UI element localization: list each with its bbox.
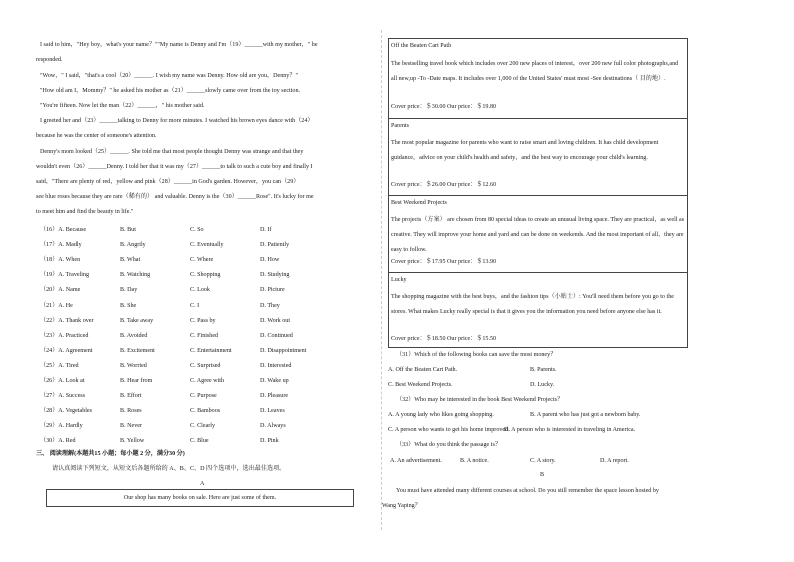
- cloze-option-d: D. Wake up: [260, 378, 289, 384]
- q32-option-a: A. A young lady who likes going shopping.: [388, 412, 494, 418]
- cloze-option-d: D. Patiently: [260, 242, 290, 249]
- cloze-option-d: D. Disappointment: [260, 347, 307, 354]
- cloze-option-d: D. How: [260, 257, 280, 264]
- cloze-option-b: B. Avoided: [120, 332, 148, 339]
- question-31: （31）Which of the following books can save the most money？: [396, 352, 557, 358]
- cloze-option-b: B. What: [120, 257, 141, 264]
- cloze-option-a: （25）A. Tired: [40, 362, 79, 369]
- cloze-option-d: D. Interested: [260, 362, 292, 369]
- book-title: Best Weekend Projects: [391, 200, 447, 206]
- passage-b-line: Wang Yaping？: [382, 503, 421, 509]
- cloze-option-c: C. Shopping: [190, 272, 221, 279]
- passage-line: wouldn't even（26）______Denny. I told her that it was my（27）______to talk to such a cute boy and finally I: [36, 164, 313, 170]
- cloze-option-a: （29）A. Hardly: [40, 423, 83, 430]
- passage-line: "How old am I，Mommy？" he asked his mother as（21）______slowly came over from the toy section.: [40, 88, 301, 94]
- book-title: Parents: [391, 123, 409, 129]
- passage-b-letter: B: [540, 472, 545, 478]
- cloze-option-b: B. Take away: [120, 317, 154, 324]
- cloze-option-c: C. Surprised: [190, 362, 221, 369]
- book-price: Cover price：＄26.00 Our price：＄12.60: [391, 182, 497, 188]
- cloze-option-b: B. Excitement: [120, 347, 155, 354]
- cloze-option-a: （22）A. Thank over: [40, 317, 94, 324]
- passage-line: see blue roses because they are rare（稀有的） and valuable. Denny is the（30）______Rose". It's lucky for me: [36, 194, 314, 200]
- cloze-option-a: （19）A. Traveling: [40, 272, 90, 279]
- cloze-option-c: C. Blue: [190, 438, 209, 445]
- cloze-option-c: C. Pass by: [190, 317, 216, 324]
- passage-line: Denny's mom looked（25）______. She told me that most people thought Denny was strange and that they: [40, 149, 304, 155]
- passage-line: because he was the center of someone's attention.: [36, 133, 157, 139]
- cloze-option-c: C. Where: [190, 257, 214, 264]
- cloze-option-b: B. Effort: [120, 393, 142, 400]
- cloze-option-d: D. Always: [260, 423, 286, 430]
- book-cell: [389, 39, 687, 117]
- cloze-option-c: C. I: [190, 302, 200, 309]
- passage-line: "Wow，" I said，"that's a cool（20）______. I wish my name was Denny. How old are you，Denny？": [40, 73, 298, 79]
- q31-option-d: D. Lucky.: [530, 382, 555, 388]
- passage-line: said，"There are plenty of red，yellow and pink（28）______in God's garden. However，you can（29）: [36, 179, 300, 185]
- instruction: 请认真阅读下列短文，从短文后各题所给的 A、B、C、D 四个选项中，选出最佳选项。: [52, 466, 286, 472]
- cloze-option-d: D. Leaves: [260, 408, 285, 415]
- cloze-option-a: （28）A. Vegetables: [40, 408, 93, 415]
- cloze-option-b: B. Hear from: [120, 378, 153, 384]
- book-cell: [389, 118, 687, 195]
- book-title: Off the Beaten Cart Path: [391, 43, 452, 49]
- book-cell: [389, 272, 687, 349]
- passage-line: to meet him and find the beauty in life.": [36, 209, 134, 215]
- q31-option-a: A. Off the Beaten Cart Path.: [388, 367, 458, 373]
- cloze-option-b: B. She: [120, 302, 137, 309]
- cloze-option-b: B. But: [120, 227, 136, 233]
- passage-a-letter: A: [200, 481, 205, 487]
- cloze-option-a: （27）A. Success: [40, 393, 86, 400]
- cloze-option-b: B. Yellow: [120, 438, 145, 445]
- cloze-option-b: B. Angrily: [120, 242, 146, 249]
- cloze-option-a: （23）A. Practiced: [40, 332, 89, 339]
- passage-line: I greeted her and（23）______talking to Denny for more minutes. I watched his brown eyes dance with（24）: [40, 118, 314, 124]
- cloze-option-c: C. So: [190, 227, 204, 233]
- cloze-option-a: （30）A. Red: [40, 438, 76, 445]
- cloze-option-c: C. Bamboos: [190, 408, 221, 415]
- book-desc: The shopping magazine with the best buys，and the fashion tips（小贴士）: You'll need them before you go to the stores. What makes Lucky really special is that it gives you the information you need before anyone else has it.: [391, 294, 674, 315]
- question-32: （32）Who may be interested in the book Best Weekend Projects？: [396, 397, 564, 403]
- q31-option-c: C. Best Weekend Projects.: [388, 382, 453, 388]
- cloze-option-a: （21）A. He: [40, 302, 73, 309]
- cloze-option-a: （26）A. Look at: [40, 378, 85, 384]
- book-desc: The projects（方案） are chosen from 80 special ideas to create an unusual living space. They are practical，as well as creative. They will improve your home and yard and can be done on weekends. And the most important of all，they are easy to follow.: [391, 217, 685, 253]
- passage-line: "You're fifteen. Now let the man（22）______，" his mother said.: [40, 103, 205, 109]
- book-price: Cover price：＄30.00 Our price：＄19.80: [391, 104, 497, 110]
- q32-option-b: B. A parent who has just got a newborn baby.: [530, 412, 641, 418]
- passage-line: I said to him，"Hey boy，what's your name？""My name is Denny and I'm（19）______with my mother，" he: [40, 42, 318, 48]
- cloze-option-b: B. Roses: [120, 408, 142, 415]
- q32-option-c: C. A person who wants to get his home improved.: [388, 427, 510, 433]
- cloze-option-b: B. Watching: [120, 272, 151, 279]
- cloze-option-c: C. Purpose: [190, 393, 217, 400]
- cloze-option-c: C. Look: [190, 287, 210, 294]
- cloze-option-d: D. Pleasure: [260, 393, 289, 400]
- q33-option-b: B. A notice.: [460, 458, 489, 464]
- cloze-option-c: C. Finished: [190, 332, 219, 339]
- intro-text: Our shop has many books on sale. Here are just some of them.: [123, 495, 277, 501]
- cloze-option-a: （17）A. Madly: [40, 242, 82, 249]
- passage-b-line: You must have attended many different courses at school. Do you still remember the space lesson hosted by: [396, 488, 659, 494]
- cloze-option-a: （20）A. Name: [40, 287, 81, 294]
- cloze-option-d: D. Studying: [260, 272, 290, 279]
- cloze-option-a: （24）A. Agreement: [40, 347, 93, 354]
- book-title: Lucky: [391, 277, 407, 283]
- passage-line: responded.: [36, 57, 63, 63]
- cloze-option-d: D. They: [260, 302, 280, 309]
- question-33: （33）What do you think the passage is？: [396, 442, 501, 448]
- cloze-option-a: （16）A. Because: [40, 227, 87, 233]
- book-cell: [389, 195, 687, 272]
- section-title: 三、 阅读理解(本题共15 小题；每小题 2 分，满分30 分): [36, 451, 185, 457]
- book-price: Cover price：＄17.95 Our price：＄13.90: [391, 259, 497, 265]
- cloze-option-d: D. Picture: [260, 287, 285, 294]
- cloze-option-b: B. Worried: [120, 362, 147, 369]
- cloze-option-c: C. Agree with: [190, 378, 225, 384]
- q33-option-c: C. A story.: [530, 458, 556, 464]
- book-desc: The most popular magazine for parents who want to raise smart and loving children. It has child development guidance，advice on your child's health and safety，and the best way to encourage your child's learning.: [391, 140, 659, 161]
- cloze-option-d: D. Pink: [260, 438, 279, 445]
- q32-option-d: D. A person who is interested in traveling in America.: [504, 427, 636, 433]
- cloze-option-c: C. Entertainment: [190, 347, 232, 354]
- cloze-option-d: D. Work out: [260, 317, 291, 324]
- intro-box: [46, 489, 354, 507]
- book-table: [388, 38, 688, 348]
- book-desc: The bestselling travel book which includes over 200 new places of interest，over 200 new full color photographs,and all new,up -To -Date maps. It includes over 1,000 of the United States' must most -See destinations（ 目的地）.: [391, 61, 679, 82]
- cloze-option-c: C. Clearly: [190, 423, 216, 430]
- q33-option-d: D. A report.: [600, 458, 629, 464]
- column-divider: [381, 30, 382, 530]
- q33-option-a: A. An advertisement.: [390, 458, 442, 464]
- cloze-option-d: D. If: [260, 227, 272, 233]
- cloze-option-b: B. Never: [120, 423, 142, 430]
- cloze-option-b: B. Day: [120, 287, 138, 294]
- cloze-option-c: C. Eventually: [190, 242, 224, 249]
- cloze-option-a: （18）A. When: [40, 257, 81, 264]
- q31-option-b: B. Parents.: [530, 367, 557, 373]
- cloze-option-d: D. Continued: [260, 332, 293, 339]
- book-price: Cover price：＄18.50 Our price：＄15.50: [391, 336, 497, 342]
